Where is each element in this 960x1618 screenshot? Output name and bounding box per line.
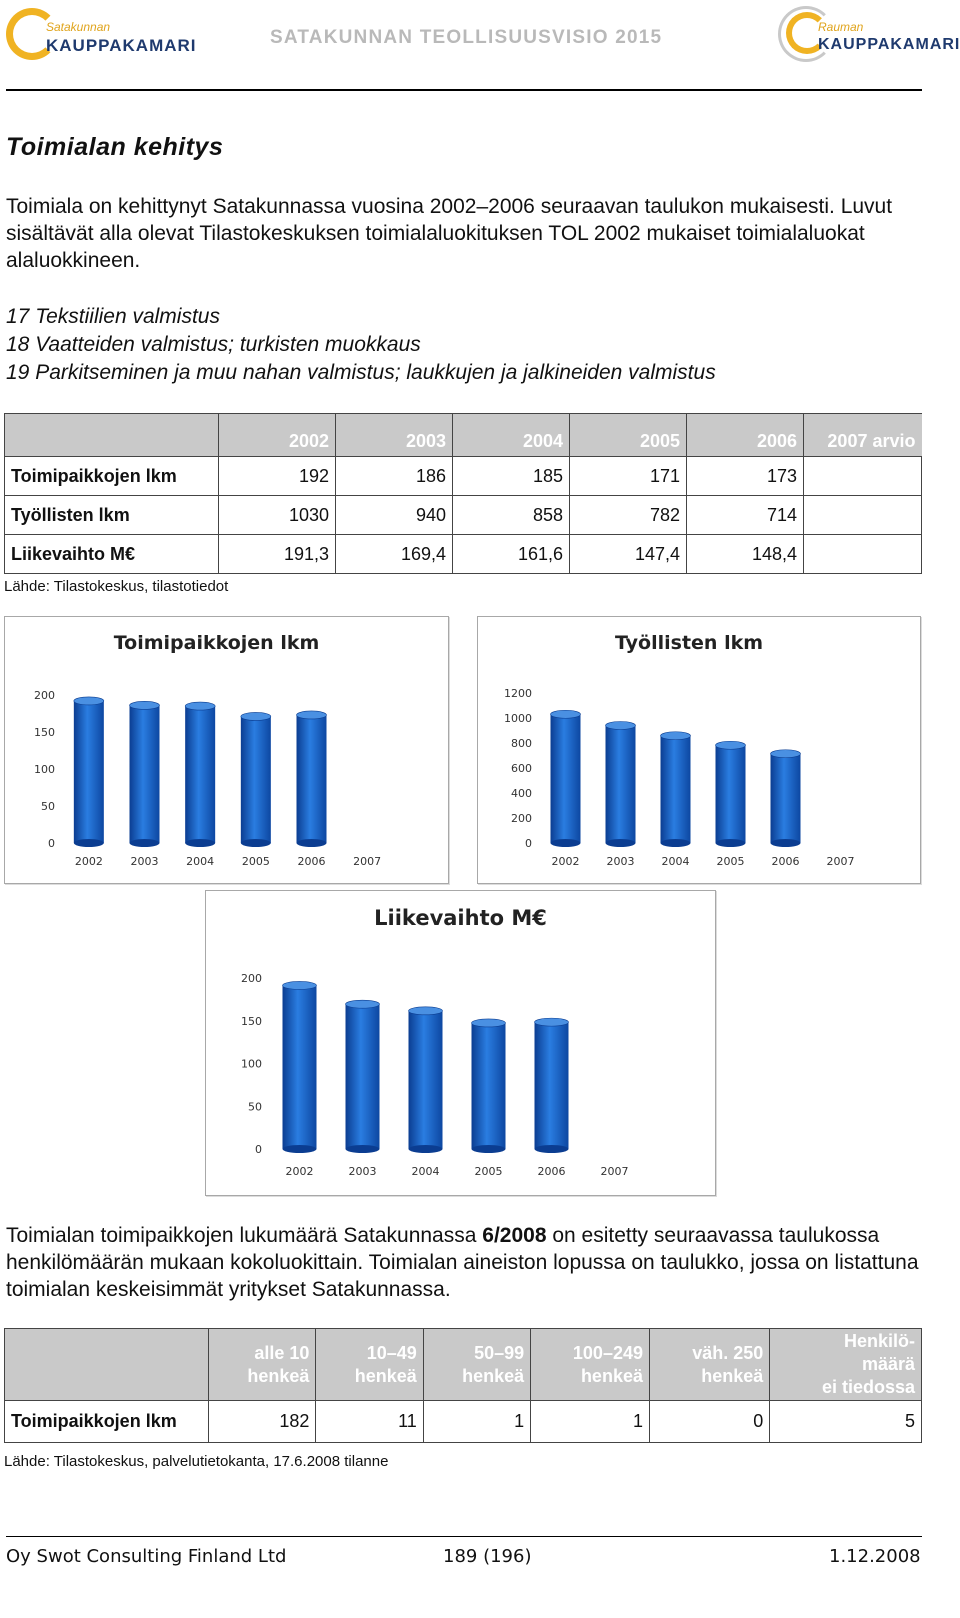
bar-cap — [241, 712, 271, 720]
header-line: ei tiedossa — [821, 1377, 915, 1397]
bar — [185, 706, 215, 843]
bar — [771, 754, 801, 843]
bar-base — [606, 839, 636, 847]
y-tick-label: 200 — [34, 689, 55, 702]
chart-svg — [5, 617, 448, 883]
table-cell: 714 — [687, 496, 804, 535]
table-header-year: 2002 — [219, 414, 336, 457]
header-line: määrä — [861, 1354, 915, 1374]
chart-title: Työllisten lkm — [614, 632, 764, 654]
table-cell: 148,4 — [687, 535, 804, 574]
logo-right-big-text: KAUPPAKAMARI — [818, 36, 960, 53]
table-cell: 186 — [336, 457, 453, 496]
x-tick-label: 2003 — [130, 855, 159, 868]
chart-tyollisten — [477, 616, 921, 884]
x-tick-label: 2005 — [241, 855, 270, 868]
y-tick-label: 100 — [34, 763, 55, 776]
para2-text: on esitetty seuraavassa taulukossa henkilömäärän mukaan kokoluokittain. Toimialan aineiston lopussa on taulukko, jossa on listattuna toimialan keskeisimmät yritykset Satakunnassa. — [6, 1224, 919, 1301]
bar — [606, 726, 636, 844]
satakunnan-kauppakamari-logo — [0, 6, 200, 64]
bar — [297, 715, 327, 843]
bar-base — [472, 1145, 506, 1153]
footer-divider — [6, 1536, 922, 1537]
bar-cap — [297, 711, 327, 719]
bar-base — [551, 839, 581, 847]
logo-left-small-text: Satakunnan — [46, 20, 111, 34]
header-line: 10–49 — [366, 1342, 417, 1363]
sector-item: 17 Tekstiilien valmistus — [6, 305, 220, 328]
table-cell: 5 — [770, 1401, 922, 1443]
table-header-size — [316, 1329, 423, 1401]
logo-right-small-text: Rauman — [818, 20, 864, 34]
table-header-year: 2004 — [453, 414, 570, 457]
table-cell: 11 — [316, 1401, 423, 1443]
table1-source: Lähde: Tilastokeskus, tilastotiedot — [4, 578, 229, 595]
table-cell: 161,6 — [453, 535, 570, 574]
y-tick-label: 400 — [511, 787, 532, 800]
table-header-row — [5, 414, 922, 457]
bar — [716, 745, 746, 843]
y-tick-label: 50 — [41, 800, 55, 813]
bar — [346, 1004, 380, 1149]
header-line: henkeä — [701, 1365, 764, 1386]
bar-cap — [409, 1007, 443, 1015]
chart-svg — [478, 617, 920, 883]
bar-base — [297, 839, 327, 847]
y-tick-label: 1200 — [504, 687, 532, 700]
x-tick-label: 2002 — [285, 1165, 314, 1178]
table-header-year: 2005 — [570, 414, 687, 457]
x-tick-label: 2006 — [537, 1165, 566, 1178]
header-line: henkeä — [580, 1365, 643, 1386]
header-line: henkeä — [354, 1365, 417, 1386]
bar-cap — [771, 750, 801, 758]
y-tick-label: 600 — [511, 762, 532, 775]
y-tick-label: 0 — [48, 837, 55, 850]
x-tick-label: 2002 — [74, 855, 103, 868]
row-label: Toimipaikkojen lkm — [5, 1401, 209, 1443]
bar — [130, 705, 160, 843]
section-heading: Toimialan kehitys — [6, 133, 224, 161]
table-cell: 171 — [570, 457, 687, 496]
header-line: väh. 250 — [692, 1342, 764, 1363]
footer-page-number: 189 (196) — [443, 1546, 532, 1567]
table-cell — [804, 535, 922, 574]
bar-cap — [346, 1000, 380, 1008]
sector-item: 19 Parkitseminen ja muu nahan valmistus; laukkujen ja jalkineiden valmistus — [6, 361, 716, 384]
bar — [551, 714, 581, 843]
bar-base — [409, 1145, 443, 1153]
y-tick-label: 1000 — [504, 712, 532, 725]
bar — [74, 701, 104, 843]
bar — [241, 716, 271, 843]
table-cell: 182 — [209, 1401, 316, 1443]
table-cell: 169,4 — [336, 535, 453, 574]
x-tick-label: 2005 — [716, 855, 745, 868]
chart-title: Toimipaikkojen lkm — [113, 632, 320, 654]
table-row — [5, 1401, 922, 1443]
para2-date: 6/2008 — [482, 1224, 547, 1247]
table-cell: 147,4 — [570, 535, 687, 574]
bar-cap — [74, 697, 104, 705]
header-line: henkeä — [247, 1365, 310, 1386]
bar-cap — [606, 722, 636, 730]
size-class-table — [4, 1328, 922, 1443]
table-cell: 185 — [453, 457, 570, 496]
table-cell: 1030 — [219, 496, 336, 535]
bar-cap — [130, 701, 160, 709]
chart-liikevaihto — [205, 890, 716, 1196]
row-label: Toimipaikkojen lkm — [5, 457, 219, 496]
header-divider — [6, 89, 922, 91]
chart-svg — [206, 891, 715, 1195]
x-tick-label: 2007 — [826, 855, 855, 868]
header-line: Henkilö- — [843, 1331, 915, 1351]
y-tick-label: 150 — [34, 726, 55, 739]
bar-cap — [551, 710, 581, 718]
sector-item: 18 Vaatteiden valmistus; turkisten muokkaus — [6, 333, 421, 356]
row-label: Työllisten lkm — [5, 496, 219, 535]
x-tick-label: 2003 — [348, 1165, 377, 1178]
bar-base — [346, 1145, 380, 1153]
table-row — [5, 457, 922, 496]
x-tick-label: 2006 — [297, 855, 326, 868]
table-row — [5, 535, 922, 574]
para2-text: Toimialan toimipaikkojen lukumäärä Satakunnassa — [6, 1224, 483, 1247]
table-cell: 940 — [336, 496, 453, 535]
development-table — [4, 413, 922, 574]
bar-base — [74, 839, 104, 847]
rauman-kauppakamari-logo — [778, 6, 958, 64]
header-title: SATAKUNNAN TEOLLISUUSVISIO 2015 — [270, 27, 663, 48]
sector-list — [6, 303, 716, 387]
table2-source: Lähde: Tilastokeskus, palvelutietokanta, 17.6.2008 tilanne — [4, 1453, 389, 1470]
x-tick-label: 2007 — [600, 1165, 629, 1178]
bar-base — [771, 839, 801, 847]
header-line: henkeä — [462, 1365, 525, 1386]
bar-cap — [716, 741, 746, 749]
bar-cap — [661, 732, 691, 740]
table-cell: 0 — [649, 1401, 769, 1443]
x-tick-label: 2004 — [186, 855, 215, 868]
intro-paragraph: Toimiala on kehittynyt Satakunnassa vuosina 2002–2006 seuraavan taulukon mukaisesti. Luvut sisältävät alla olevat Tilastokeskuksen toimialaluokituksen TOL 2002 mukaiset toimialaluokat alaluokkineen. — [6, 195, 893, 272]
y-tick-label: 200 — [511, 812, 532, 825]
table-header-size — [770, 1329, 922, 1401]
footer-company: Oy Swot Consulting Finland Ltd — [6, 1546, 287, 1567]
size-class-paragraph — [6, 1222, 921, 1303]
x-tick-label: 2007 — [353, 855, 382, 868]
x-tick-label: 2002 — [551, 855, 580, 868]
table-cell: 191,3 — [219, 535, 336, 574]
y-tick-label: 150 — [241, 1014, 262, 1028]
bar — [661, 736, 691, 843]
bar-base — [283, 1145, 317, 1153]
chart-toimipaikkojen — [4, 616, 449, 884]
bar-base — [185, 839, 215, 847]
bar-cap — [535, 1018, 569, 1026]
table-cell: 1 — [531, 1401, 650, 1443]
header-line: alle 10 — [254, 1342, 310, 1363]
bar-base — [661, 839, 691, 847]
x-tick-label: 2004 — [661, 855, 690, 868]
table-row — [5, 496, 922, 535]
x-tick-label: 2005 — [474, 1165, 503, 1178]
table-header-size — [209, 1329, 316, 1401]
bar — [535, 1022, 569, 1149]
x-tick-label: 2003 — [606, 855, 635, 868]
table-cell — [804, 457, 922, 496]
footer-date: 1.12.2008 — [829, 1546, 921, 1567]
y-tick-label: 100 — [241, 1057, 262, 1071]
table-cell: 192 — [219, 457, 336, 496]
y-tick-label: 0 — [255, 1143, 262, 1156]
bar — [283, 985, 317, 1149]
table-header-year: 2006 — [687, 414, 804, 457]
bar — [472, 1023, 506, 1149]
table-cell: 782 — [570, 496, 687, 535]
y-tick-label: 0 — [525, 837, 532, 850]
table-header-size — [531, 1329, 650, 1401]
y-tick-label: 50 — [248, 1100, 262, 1114]
bar-base — [130, 839, 160, 847]
bar-cap — [185, 702, 215, 710]
bar — [409, 1011, 443, 1149]
y-tick-label: 200 — [241, 972, 262, 985]
bar-cap — [283, 981, 317, 989]
table-header-year: 2003 — [336, 414, 453, 457]
table-cell: 1 — [423, 1401, 530, 1443]
table-header-size — [649, 1329, 769, 1401]
bar-base — [716, 839, 746, 847]
table-cell — [804, 496, 922, 535]
table-header-blank — [5, 414, 219, 457]
x-tick-label: 2006 — [771, 855, 800, 868]
x-tick-label: 2004 — [411, 1165, 440, 1178]
table-cell: 173 — [687, 457, 804, 496]
bar-cap — [472, 1019, 506, 1027]
row-label: Liikevaihto M€ — [5, 535, 219, 574]
bar-base — [241, 839, 271, 847]
header-line: 50–99 — [474, 1342, 525, 1363]
table-header-year: 2007 arvio — [804, 414, 922, 457]
bar-base — [535, 1145, 569, 1153]
table-cell: 858 — [453, 496, 570, 535]
header-line: 100–249 — [572, 1342, 643, 1363]
table-header-blank — [5, 1329, 209, 1401]
table-header-row — [5, 1329, 922, 1401]
table-header-size — [423, 1329, 530, 1401]
y-tick-label: 800 — [511, 737, 532, 750]
chart-title: Liikevaihto M€ — [374, 906, 547, 930]
logo-left-big-text: KAUPPAKAMARI — [46, 36, 197, 55]
